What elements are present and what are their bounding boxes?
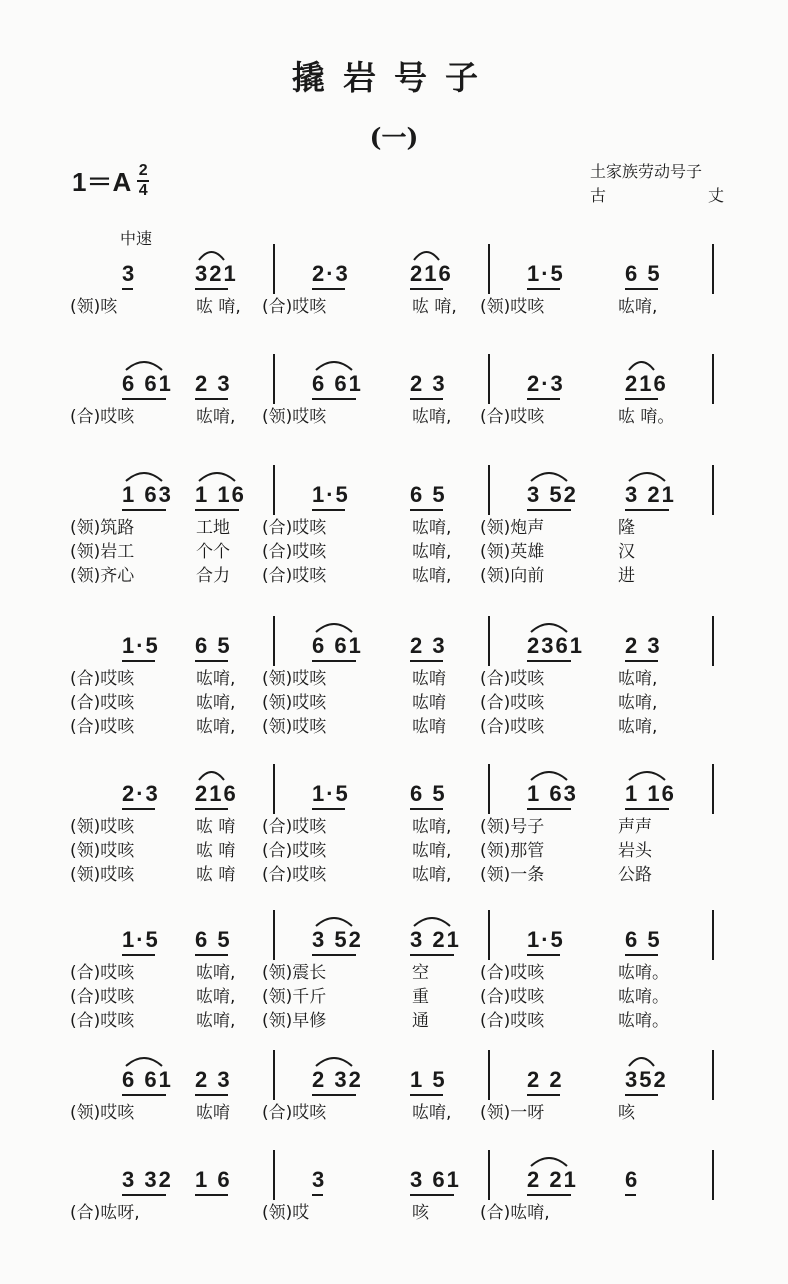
lyric-text: 吰唷, bbox=[196, 963, 236, 983]
slur-arc bbox=[629, 473, 665, 481]
lyric-text: (合)吰呀, bbox=[70, 1203, 140, 1223]
bar-line bbox=[273, 616, 275, 666]
bar-line bbox=[712, 616, 714, 666]
lyric-text: (合)哎咳 bbox=[262, 865, 327, 885]
note-group: 2 32 bbox=[312, 1067, 363, 1092]
lyric-text: (合)哎咳 bbox=[262, 297, 327, 317]
bar-line bbox=[488, 354, 490, 404]
note-group: 2·3 bbox=[122, 781, 160, 806]
lyric-text: (领)哎咳 bbox=[262, 407, 327, 427]
note-group: 2 3 bbox=[410, 371, 447, 396]
lyric-text: (领)哎咳 bbox=[70, 1103, 135, 1123]
lyric-text: (合)哎咳 bbox=[262, 1103, 327, 1123]
slur-arc bbox=[126, 1058, 162, 1066]
bar-line bbox=[712, 1050, 714, 1100]
lyric-text: (合)哎咳 bbox=[262, 518, 327, 538]
lyric-text: (合)哎咳 bbox=[262, 566, 327, 586]
lyric-text: 吰 唷 bbox=[196, 817, 236, 837]
bar-line bbox=[273, 764, 275, 814]
note-group: 1·5 bbox=[312, 482, 350, 507]
note-group: 2 3 bbox=[625, 633, 662, 658]
lyric-text: (领)一条 bbox=[480, 865, 545, 885]
lyric-text: 吰唷, bbox=[196, 987, 236, 1007]
note-group: 1·5 bbox=[527, 261, 565, 286]
lyric-text: (合)哎咳 bbox=[70, 407, 135, 427]
lyric-text: (领)千斤 bbox=[262, 987, 327, 1007]
bar-line bbox=[712, 354, 714, 404]
note-group: 1·5 bbox=[312, 781, 350, 806]
note-group: 352 bbox=[625, 1067, 668, 1092]
slur-arc bbox=[629, 362, 654, 370]
lyric-text: (合)哎咳 bbox=[70, 693, 135, 713]
note-group: 6 61 bbox=[122, 1067, 173, 1092]
bar-line bbox=[488, 244, 490, 294]
slur-arc bbox=[126, 473, 162, 481]
note-group: 1 16 bbox=[195, 482, 246, 507]
lyric-text: (领)震长 bbox=[262, 963, 327, 983]
note-group: 6 5 bbox=[195, 927, 232, 952]
lyric-text: 吰唷, bbox=[196, 693, 236, 713]
slur-arc bbox=[316, 362, 352, 370]
lyric-text: 吰唷, bbox=[618, 717, 658, 737]
slur-arc bbox=[126, 362, 162, 370]
slur-arc bbox=[629, 1058, 654, 1066]
lyric-text: (合)哎咳 bbox=[480, 1011, 545, 1031]
note-group: 3 bbox=[122, 261, 137, 286]
slur-arc bbox=[316, 918, 352, 926]
lyric-text: (领)哎咳 bbox=[262, 669, 327, 689]
note-group: 2 3 bbox=[410, 633, 447, 658]
note-group: 3 61 bbox=[410, 1167, 461, 1192]
note-group: 1 6 bbox=[195, 1167, 232, 1192]
lyric-text: 吰唷, bbox=[412, 407, 452, 427]
lyric-text: 吰唷。 bbox=[618, 987, 669, 1007]
lyric-text: 通 bbox=[412, 1011, 429, 1031]
composer-label bbox=[590, 184, 724, 208]
note-group: 3 32 bbox=[122, 1167, 173, 1192]
note-group: 2 2 bbox=[527, 1067, 564, 1092]
slur-arc bbox=[316, 624, 352, 632]
bar-line bbox=[488, 465, 490, 515]
lyric-text: (合)哎咳 bbox=[70, 717, 135, 737]
bar-line bbox=[273, 244, 275, 294]
key-signature bbox=[72, 162, 149, 199]
bar-line bbox=[488, 910, 490, 960]
note-group: 1 63 bbox=[527, 781, 578, 806]
note-group: 1 16 bbox=[625, 781, 676, 806]
slur-arc bbox=[316, 1058, 352, 1066]
lyric-text: (合)哎咳 bbox=[70, 963, 135, 983]
note-group: 3 52 bbox=[527, 482, 578, 507]
slur-arc bbox=[414, 252, 439, 260]
slur-arc bbox=[531, 1158, 567, 1166]
note-group: 6 5 bbox=[410, 482, 447, 507]
bar-line bbox=[712, 910, 714, 960]
bar-line bbox=[273, 910, 275, 960]
slur-arc bbox=[531, 473, 567, 481]
lyric-text: (领)哎咳 bbox=[70, 841, 135, 861]
bar-line bbox=[273, 354, 275, 404]
note-group: 1·5 bbox=[122, 633, 160, 658]
lyric-text: (合)哎咳 bbox=[262, 542, 327, 562]
note-group: 216 bbox=[410, 261, 453, 286]
lyric-text: 合力 bbox=[196, 566, 230, 586]
lyric-text: (合)哎咳 bbox=[70, 669, 135, 689]
bar-line bbox=[273, 1150, 275, 1200]
lyric-text: (合)哎咳 bbox=[480, 693, 545, 713]
lyric-text: 吰 唷, bbox=[196, 297, 241, 317]
lyric-text: (领)哎 bbox=[262, 1203, 310, 1223]
note-group: 6 5 bbox=[625, 261, 662, 286]
lyric-text: 隆 bbox=[618, 518, 635, 538]
lyric-text: 吰唷, bbox=[412, 865, 452, 885]
lyric-text: (领)齐心 bbox=[70, 566, 135, 586]
slur-arc bbox=[629, 772, 665, 780]
lyric-text: 吰唷, bbox=[196, 407, 236, 427]
note-group: 6 5 bbox=[195, 633, 232, 658]
tempo-marking: 中速 bbox=[120, 229, 153, 248]
note-group: 321 bbox=[195, 261, 238, 286]
note-group: 3 52 bbox=[312, 927, 363, 952]
lyric-text: 吰 唷。 bbox=[618, 407, 675, 427]
note-group: 2·3 bbox=[312, 261, 350, 286]
lyric-text: (领)哎咳 bbox=[480, 297, 545, 317]
bar-line bbox=[488, 616, 490, 666]
lyric-text: 吰唷, bbox=[618, 669, 658, 689]
lyric-text: (领)向前 bbox=[480, 566, 545, 586]
note-group: 1 63 bbox=[122, 482, 173, 507]
note-group: 2·3 bbox=[527, 371, 565, 396]
song-title: 撬岩号子 bbox=[292, 58, 496, 97]
note-group: 2361 bbox=[527, 633, 584, 658]
bar-line bbox=[712, 465, 714, 515]
lyric-text: (领)筑路 bbox=[70, 518, 135, 538]
note-group: 6 bbox=[625, 1167, 640, 1192]
time-signature-top: 2 bbox=[138, 161, 148, 179]
slur-arc bbox=[531, 772, 567, 780]
note-group: 2 3 bbox=[195, 371, 232, 396]
lyric-text: 吰唷, bbox=[196, 1011, 236, 1031]
lyric-text: 汉 bbox=[618, 542, 635, 562]
lyric-text: 吰唷, bbox=[196, 717, 236, 737]
note-group: 6 5 bbox=[625, 927, 662, 952]
time-signature-bottom: 4 bbox=[138, 181, 148, 199]
lyric-text: (领)早修 bbox=[262, 1011, 327, 1031]
lyric-text: 吰唷。 bbox=[618, 963, 669, 983]
lyric-text: (合)吰唷, bbox=[480, 1203, 550, 1223]
lyric-text: 个个 bbox=[196, 542, 230, 562]
note-group: 3 bbox=[312, 1167, 327, 1192]
lyric-text: 吰唷 bbox=[412, 669, 446, 689]
lyric-text: (领)哎咳 bbox=[262, 717, 327, 737]
key-prefix: 1＝A bbox=[72, 167, 132, 197]
note-group: 6 5 bbox=[410, 781, 447, 806]
lyric-text: 吰唷, bbox=[618, 693, 658, 713]
note-group: 3 21 bbox=[410, 927, 461, 952]
note-group: 1 5 bbox=[410, 1067, 447, 1092]
note-group: 2 21 bbox=[527, 1167, 578, 1192]
song-subtitle: (一) bbox=[369, 123, 419, 152]
lyric-text: (领)英雄 bbox=[480, 542, 545, 562]
slur-arc bbox=[199, 772, 224, 780]
lyric-text: 工地 bbox=[196, 518, 230, 538]
lyric-text: 吰唷, bbox=[618, 297, 658, 317]
source-info bbox=[590, 160, 724, 208]
lyric-text: (合)哎咳 bbox=[480, 717, 545, 737]
lyric-text: 吰唷, bbox=[412, 817, 452, 837]
note-group: 216 bbox=[625, 371, 668, 396]
note-group: 2 3 bbox=[195, 1067, 232, 1092]
lyric-text: (合)哎咳 bbox=[262, 817, 327, 837]
lyric-text: (合)哎咳 bbox=[480, 987, 545, 1007]
lyric-text: (领)岩工 bbox=[70, 542, 135, 562]
lyric-text: 吰唷, bbox=[412, 566, 452, 586]
slur-arc bbox=[199, 252, 224, 260]
lyric-text: (领)炮声 bbox=[480, 518, 545, 538]
slur-arc bbox=[531, 624, 567, 632]
bar-line bbox=[273, 465, 275, 515]
lyric-text: 进 bbox=[618, 566, 635, 586]
note-group: 6 61 bbox=[122, 371, 173, 396]
composer-char-b: 丈 bbox=[707, 186, 724, 205]
note-group: 216 bbox=[195, 781, 238, 806]
lyric-text: (合)哎咳 bbox=[480, 963, 545, 983]
lyric-text: 咳 bbox=[412, 1203, 429, 1223]
lyric-text: 岩头 bbox=[618, 841, 652, 861]
lyric-text: 吰唷 bbox=[196, 1103, 230, 1123]
bar-line bbox=[712, 1150, 714, 1200]
lyric-text: (合)哎咳 bbox=[70, 987, 135, 1007]
lyric-text: 吰唷 bbox=[412, 717, 446, 737]
lyric-text: (合)哎咳 bbox=[70, 1011, 135, 1031]
lyric-text: 重 bbox=[412, 987, 429, 1007]
bar-line bbox=[273, 1050, 275, 1100]
composer-char-a: 古 bbox=[590, 186, 607, 205]
time-signature bbox=[137, 163, 149, 199]
lyric-text: 吰唷, bbox=[412, 542, 452, 562]
lyric-text: (领)哎咳 bbox=[262, 693, 327, 713]
lyric-text: 空 bbox=[412, 963, 429, 983]
lyric-text: 公路 bbox=[618, 865, 652, 885]
lyric-text: (领)哎咳 bbox=[70, 865, 135, 885]
note-group: 6 61 bbox=[312, 371, 363, 396]
note-group: 1·5 bbox=[122, 927, 160, 952]
lyric-text: (领)一呀 bbox=[480, 1103, 545, 1123]
lyric-text: 吰 唷, bbox=[412, 297, 457, 317]
lyric-text: 吰唷, bbox=[412, 518, 452, 538]
lyric-text: 吰 唷 bbox=[196, 865, 236, 885]
lyric-text: 吰唷, bbox=[412, 1103, 452, 1123]
bar-line bbox=[488, 1150, 490, 1200]
lyric-text: 咳 bbox=[618, 1103, 635, 1123]
lyric-text: 吰唷 bbox=[412, 693, 446, 713]
lyric-text: 吰唷, bbox=[196, 669, 236, 689]
note-group: 1·5 bbox=[527, 927, 565, 952]
slur-arc bbox=[414, 918, 450, 926]
note-group: 6 61 bbox=[312, 633, 363, 658]
bar-line bbox=[712, 244, 714, 294]
lyric-text: (合)哎咳 bbox=[262, 841, 327, 861]
lyric-text: (合)哎咳 bbox=[480, 407, 545, 427]
lyric-text: 吰唷, bbox=[412, 841, 452, 861]
lyric-text: (领)那管 bbox=[480, 841, 545, 861]
bar-line bbox=[488, 764, 490, 814]
bar-line bbox=[488, 1050, 490, 1100]
lyric-text: (合)哎咳 bbox=[480, 669, 545, 689]
note-group: 3 21 bbox=[625, 482, 676, 507]
genre-label: 土家族劳动号子 bbox=[590, 162, 703, 181]
lyric-text: 吰 唷 bbox=[196, 841, 236, 861]
bar-line bbox=[712, 764, 714, 814]
lyric-text: 吰唷。 bbox=[618, 1011, 669, 1031]
lyric-text: 声声 bbox=[618, 817, 652, 837]
lyric-text: (领)咳 bbox=[70, 297, 118, 317]
lyric-text: (领)哎咳 bbox=[70, 817, 135, 837]
lyric-text: (领)号子 bbox=[480, 817, 545, 837]
slur-arc bbox=[199, 473, 235, 481]
